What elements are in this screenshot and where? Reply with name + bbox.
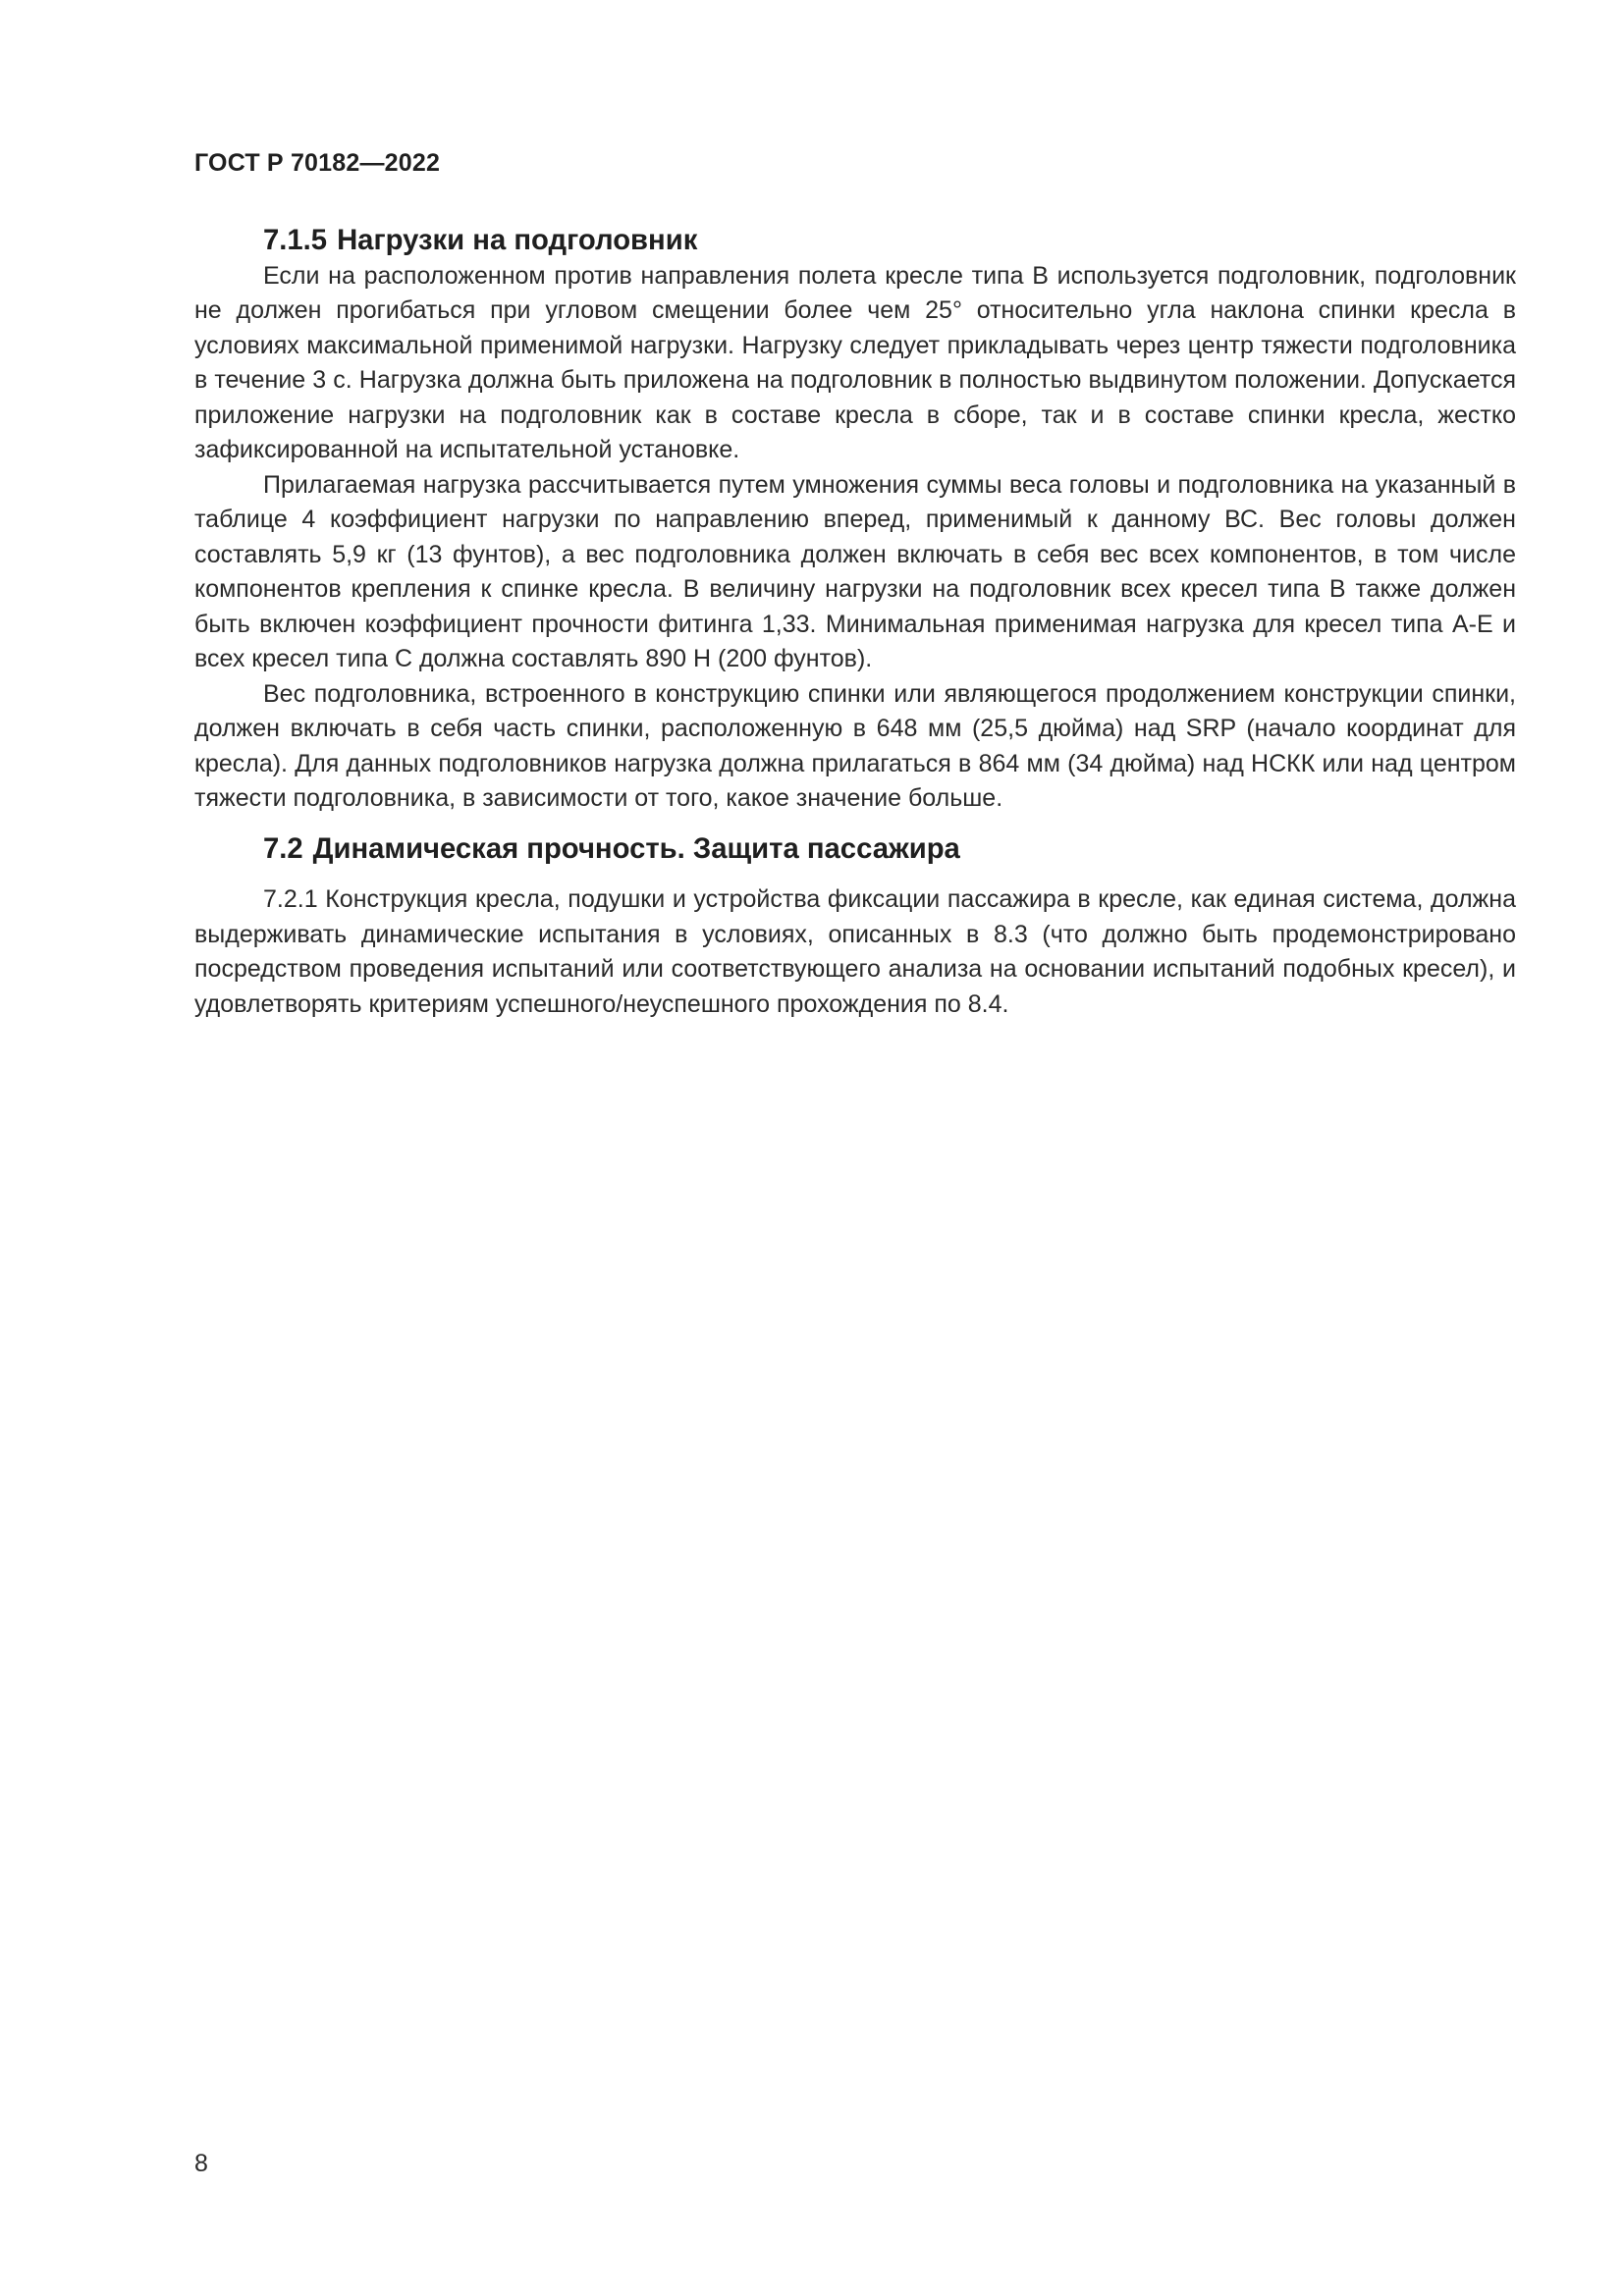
page-number: 8: [194, 2150, 208, 2177]
section-heading-7-2: [194, 832, 1516, 868]
paragraph: Вес подголовника, встроенного в конструкцию спинки или являющегося продолжением конструкции спинки, должен включать в себя часть спинки, расположенную в 648 мм (25,5 дюйма) над SRP (начало координат для кресла). Для данных подголовников нагрузка должна прилагаться в 864 мм (34 дюйма) над НСКК или над центром тяжести подголовника, в зависимости от того, какое значение больше.: [194, 679, 1516, 812]
section-number: 7.2: [263, 832, 303, 865]
paragraph: 7.2.1 Конструкция кресла, подушки и устройства фиксации пассажира в кресле, как единая система, должна выдерживать динамические испытания в условиях, описанных в 8.3 (что должно быть продемонстрировано посредством проведения испытаний или соответствующего анализа на основании испытаний подобных кресел), и удовлетворять критериям успешного/неуспешного прохождения по 8.4.: [194, 885, 1516, 1018]
section-number: 7.1.5: [263, 225, 328, 256]
spacer: [194, 817, 1516, 832]
section-title-text: Нагрузки на подголовник: [337, 225, 698, 256]
document-id-header: ГОСТ Р 70182—2022: [194, 149, 441, 177]
paragraph: Прилагаемая нагрузка рассчитывается путем умножения суммы веса головы и подголовника на указанный в таблице 4 коэффициент нагрузки по направлению вперед, применимый к данному ВС. Вес головы должен составлять 5,9 кг (13 фунтов), а вес подголовника должен включать в себя вес всех компонентов, в том числе компонентов крепления к спинке кресла. В величину нагрузки на подголовник всех кресел типа В также должен быть включен коэффициент прочности фитинга 1,33. Минимальная применимая нагрузка для кресел типа А-Е и всех кресел типа С должна составлять 890 Н (200 фунтов).: [194, 470, 1516, 672]
section-title-text: Динамическая прочность. Защита пассажира: [312, 832, 960, 865]
spacer: [194, 867, 1516, 882]
document-body: [194, 224, 1516, 1022]
section-heading-7-1-5: [194, 224, 1516, 259]
paragraph: Если на расположенном против направления полета кресле типа В используется подголовник, подголовник не должен прогибаться при угловом смещении более чем 25° относительно угла наклона спинки кресла в условиях максимальной применимой нагрузки. Нагрузку следует прикладывать через центр тяжести подголовника в течение 3 с. Нагрузка должна быть приложена на подголовник в полностью выдвинутом положении. Допускается приложение нагрузки на подголовник как в составе кресла в сборе, так и в составе спинки кресла, жестко зафиксированной на испытательной установке.: [194, 261, 1516, 463]
